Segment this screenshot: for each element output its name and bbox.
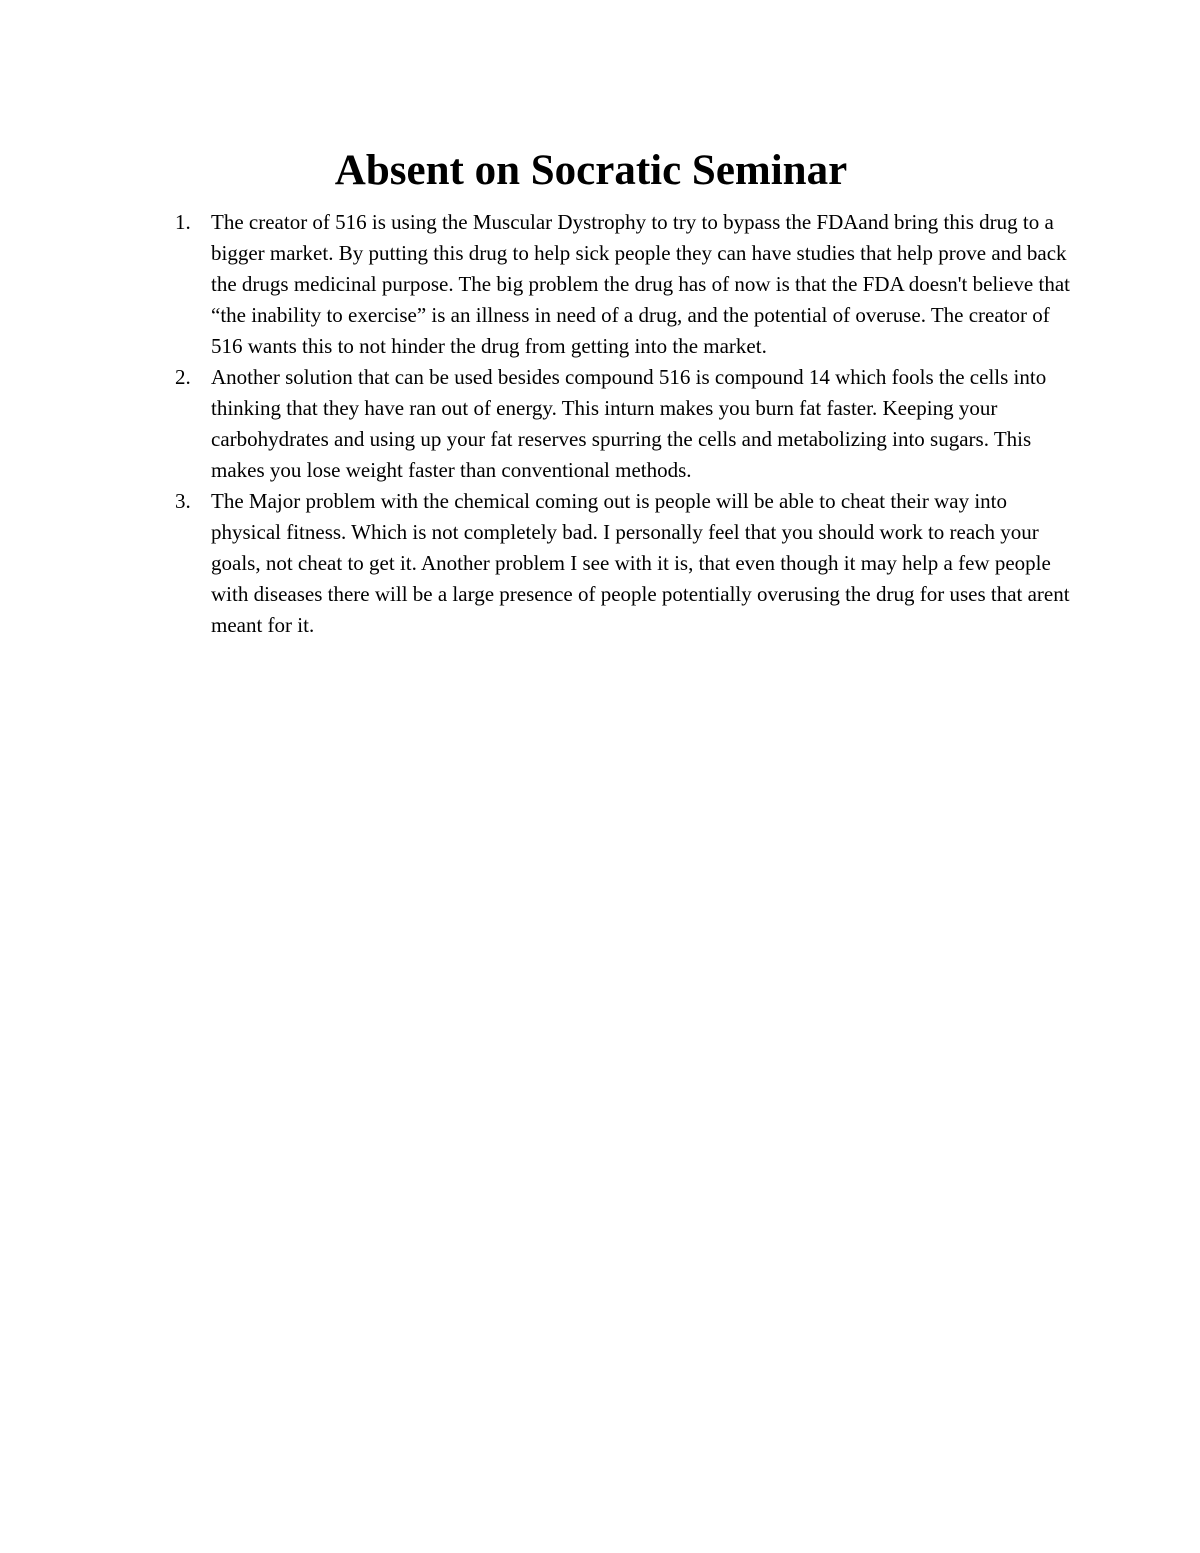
list-item-number: 2.: [175, 365, 191, 389]
list-item-number: 1.: [175, 210, 191, 234]
numbered-list: [175, 207, 1075, 641]
list-item-text: Another solution that can be used besides compound 516 is compound 14 which fools the cells into thinking that they have ran out of energy. This inturn makes you burn fat faster. Keeping your carbohydrates and using up your fat reserves spurring the cells and metabolizing into sugars. This makes you lose weight faster than conventional methods.: [211, 365, 1047, 482]
list-item-text: The Major problem with the chemical coming out is people will be able to cheat their way into physical fitness. Which is not completely bad. I personally feel that you should work to reach your goals, not cheat to get it. Another problem I see with it is, that even though it may help a few people with diseases there will be a large presence of people potentially overusing the drug for uses that arent meant for it.: [211, 489, 1070, 637]
list-item-number: 3.: [175, 489, 191, 513]
list-item: [175, 486, 1075, 641]
list-item: [175, 207, 1075, 362]
list-item-text: The creator of 516 is using the Muscular Dystrophy to try to bypass the FDAand bring this drug to a bigger market. By putting this drug to help sick people they can have studies that help prove and back the drugs medicinal purpose. The big problem the drug has of now is that the FDA doesn't believe that “the inability to exercise” is an illness in need of a drug, and the potential of overuse. The creator of 516 wants this to not hinder the drug from getting into the market.: [211, 210, 1070, 358]
list-item: [175, 362, 1075, 486]
document-title: Absent on Socratic Seminar: [334, 147, 848, 194]
